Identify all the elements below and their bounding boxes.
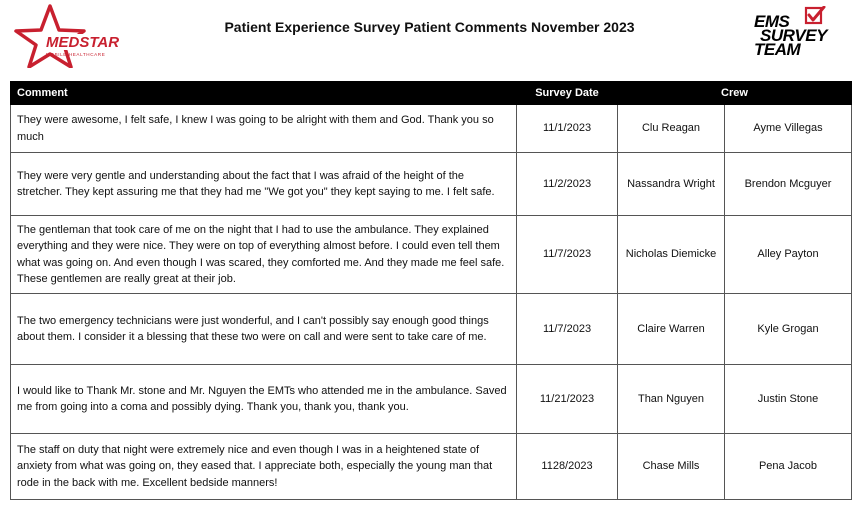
column-header-crew: Crew xyxy=(618,82,852,105)
medstar-logo xyxy=(8,4,120,68)
crew-member-1-cell: Than Nguyen xyxy=(618,365,725,434)
crew-member-2-cell: Kyle Grogan xyxy=(725,294,852,365)
checkbox-check-icon xyxy=(804,6,826,26)
crew-member-2-cell: Ayme Villegas xyxy=(725,105,852,153)
page-title: Patient Experience Survey Patient Comments November 2023 xyxy=(224,19,635,35)
comment-cell: The two emergency technicians were just wonderful, and I can't possibly say enough good things about them. I consider it a blessing that these two were on call and were sent to take care of me. xyxy=(11,294,517,365)
table-row xyxy=(11,216,852,294)
column-header-survey-date: Survey Date xyxy=(517,82,618,105)
survey-date-cell: 11/21/2023 xyxy=(517,365,618,434)
table-row xyxy=(11,294,852,365)
crew-member-1-cell: Clu Reagan xyxy=(618,105,725,153)
survey-date-cell: 11/7/2023 xyxy=(517,216,618,294)
crew-member-1-cell: Chase Mills xyxy=(618,434,725,500)
table-row xyxy=(11,153,852,216)
comment-cell: They were very gentle and understanding about the fact that I was afraid of the height of the stretcher. They kept assuring me that they had me "We got you" they kept saying to me. I felt safe. xyxy=(11,153,517,216)
crew-member-2-cell: Brendon Mcguyer xyxy=(725,153,852,216)
ems-logo-line-3: TEAM xyxy=(754,40,801,59)
crew-member-2-cell: Pena Jacob xyxy=(725,434,852,500)
ems-survey-team-logo xyxy=(748,6,848,60)
comments-table xyxy=(10,81,852,500)
crew-member-1-cell: Nicholas Diemicke xyxy=(618,216,725,294)
table-row xyxy=(11,434,852,500)
medstar-wordmark: MEDSTAR xyxy=(46,34,120,51)
survey-date-cell: 11/2/2023 xyxy=(517,153,618,216)
comment-cell: The gentleman that took care of me on the night that I had to use the ambulance. They explained everything and they were nice. They were on top of everything almost before. I could even tell them what was going on. And even though I was scared, they comforted me. And they made me feel safe. These gentlemen are really great at their job. xyxy=(11,216,517,294)
crew-member-1-cell: Nassandra Wright xyxy=(618,153,725,216)
crew-member-1-cell: Claire Warren xyxy=(618,294,725,365)
comment-cell: They were awesome, I felt safe, I knew I was going to be alright with them and God. Thank you so much xyxy=(11,105,517,153)
table-header-row xyxy=(11,82,852,105)
medstar-tagline: MOBILE HEALTHCARE xyxy=(46,52,106,57)
comment-cell: I would like to Thank Mr. stone and Mr. Nguyen the EMTs who attended me in the ambulance. Saved me from going into a coma and possibly dying. Thank you, thank you, thank you. xyxy=(11,365,517,434)
medstar-star-icon xyxy=(8,4,120,68)
crew-member-2-cell: Justin Stone xyxy=(725,365,852,434)
survey-date-cell: 11/7/2023 xyxy=(517,294,618,365)
survey-date-cell: 1128/2023 xyxy=(517,434,618,500)
survey-date-cell: 11/1/2023 xyxy=(517,105,618,153)
ems-logo-line-1: EMS xyxy=(754,12,790,31)
comment-cell: The staff on duty that night were extremely nice and even though I was in a heightened state of anxiety from what was going on, they eased that. I appreciate both, especially the young man that rode in the back with me. Excellent bedside manners! xyxy=(11,434,517,500)
table-row xyxy=(11,105,852,153)
table-row xyxy=(11,365,852,434)
crew-member-2-cell: Alley Payton xyxy=(725,216,852,294)
ems-logo-line-2: SURVEY xyxy=(760,26,827,45)
column-header-comment: Comment xyxy=(11,82,517,105)
